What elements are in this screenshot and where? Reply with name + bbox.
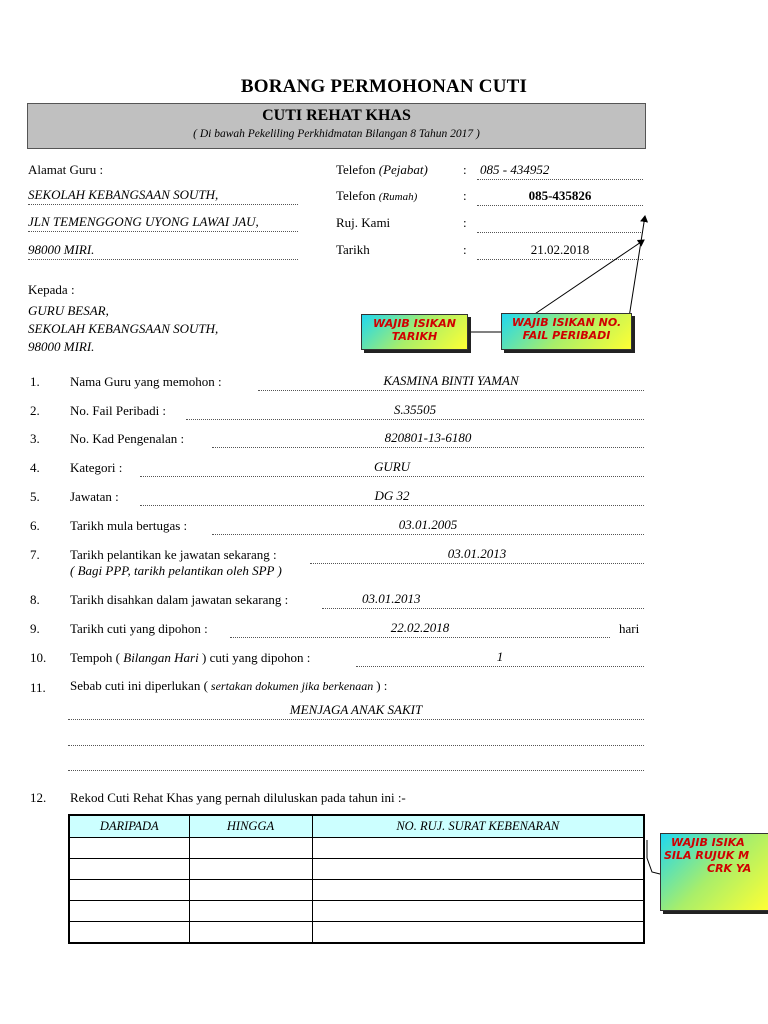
- tel-office-label: Telefon (Pejabat): [336, 162, 428, 177]
- item-label: Nama Guru yang memohon :: [70, 374, 222, 389]
- item-label: No. Kad Pengenalan :: [70, 431, 185, 446]
- table-cell[interactable]: [312, 838, 644, 859]
- table-cell[interactable]: [189, 880, 312, 901]
- table-cell[interactable]: [312, 901, 644, 922]
- column-header: DARIPADA: [69, 815, 189, 838]
- file-number-field[interactable]: S.35505: [186, 402, 644, 420]
- confirmation-date-field[interactable]: 03.01.2013: [322, 591, 644, 609]
- kepada-line-2: SEKOLAH KEBANGSAAN SOUTH,: [28, 321, 219, 336]
- table-cell[interactable]: [312, 880, 644, 901]
- item-label: Rekod Cuti Rehat Khas yang pernah diluluskan pada tahun ini :-: [70, 790, 406, 805]
- form-title: BORANG PERMOHONAN CUTI: [240, 76, 528, 97]
- date-required-note: WAJIB ISIKAN TARIKH: [361, 314, 468, 350]
- table-cell[interactable]: [69, 838, 189, 859]
- table-cell[interactable]: [189, 901, 312, 922]
- address-label: Alamat Guru :: [28, 162, 104, 177]
- duration-field[interactable]: 1: [356, 649, 644, 667]
- arrow-to-date: [520, 240, 644, 324]
- arrow-to-ref: [628, 216, 645, 324]
- item-number: 8.: [30, 592, 40, 607]
- colon: :: [463, 162, 467, 177]
- table-cell[interactable]: [189, 859, 312, 880]
- address-line-2: JLN TEMENGGONG UYONG LAWAI JAU,: [28, 214, 298, 232]
- item-label: Tarikh mula bertugas :: [70, 518, 188, 533]
- item-number: 2.: [30, 403, 40, 418]
- item-label: Tarikh pelantikan ke jawatan sekarang :: [70, 547, 277, 562]
- item-number: 5.: [30, 489, 40, 504]
- tel-office-value[interactable]: 085 - 434952: [477, 162, 643, 180]
- table-row: [69, 922, 644, 944]
- reason-field-line-2[interactable]: [68, 728, 644, 746]
- item-number: 7.: [30, 547, 40, 562]
- item-label: Sebab cuti ini diperlukan ( sertakan dokumen jika berkenaan ) :: [70, 678, 388, 693]
- item-label: No. Fail Peribadi :: [70, 403, 167, 418]
- table-cell[interactable]: [69, 859, 189, 880]
- table-cell[interactable]: [69, 880, 189, 901]
- table-row: [69, 880, 644, 901]
- tel-office-sub: (Pejabat): [378, 162, 428, 177]
- tel-home-value[interactable]: 085-435826: [477, 188, 643, 206]
- table-row: [69, 859, 644, 880]
- table-cell[interactable]: [189, 838, 312, 859]
- item-number: 10.: [30, 650, 47, 665]
- address-line-1: SEKOLAH KEBANGSAAN SOUTH,: [28, 187, 298, 205]
- item-number: 12.: [30, 790, 47, 805]
- item-label: Tempoh ( Bilangan Hari ) cuti yang dipohon :: [70, 650, 311, 665]
- item-number: 1.: [30, 374, 40, 389]
- table-cell[interactable]: [189, 922, 312, 944]
- reason-field[interactable]: MENJAGA ANAK SAKIT: [68, 702, 644, 720]
- table-cell[interactable]: [312, 859, 644, 880]
- days-suffix: hari: [619, 621, 640, 636]
- leave-date-field[interactable]: 22.02.2018: [230, 620, 610, 638]
- date-value[interactable]: 21.02.2018: [477, 242, 643, 260]
- ref-label: Ruj. Kami: [336, 215, 391, 230]
- item-number: 3.: [30, 431, 40, 446]
- file-required-note: WAJIB ISIKAN NO. FAIL PERIBADI: [501, 313, 632, 350]
- reason-field-line-3[interactable]: [68, 753, 644, 771]
- item-label: Tarikh cuti yang dipohon :: [70, 621, 208, 636]
- column-header: NO. RUJ. SURAT KEBENARAN: [312, 815, 644, 838]
- item-number: 6.: [30, 518, 40, 533]
- table-row: [69, 838, 644, 859]
- date-label: Tarikh: [336, 242, 370, 257]
- table-cell[interactable]: [69, 922, 189, 944]
- item-number: 11.: [30, 680, 46, 695]
- item-number: 4.: [30, 460, 40, 475]
- band-subtitle: ( Di bawah Pekeliling Perkhidmatan Bilangan 8 Tahun 2017 ): [193, 128, 480, 140]
- record-required-note: WAJIB ISIKA SILA RUJUK M CRK YA: [660, 833, 768, 911]
- table-row: [69, 901, 644, 922]
- table-cell[interactable]: [312, 922, 644, 944]
- arrow-to-table: [647, 840, 660, 874]
- address-line-3: 98000 MIRI.: [28, 242, 298, 260]
- item-number: 9.: [30, 621, 40, 636]
- tel-home-sub: (Rumah): [378, 191, 418, 203]
- tel-home-label: Telefon (Rumah): [336, 188, 418, 203]
- item-label: Jawatan :: [70, 489, 119, 504]
- teacher-name-field[interactable]: KASMINA BINTI YAMAN: [258, 373, 644, 391]
- kepada-line-1: GURU BESAR,: [28, 303, 109, 318]
- colon: :: [463, 242, 467, 257]
- colon: :: [463, 188, 467, 203]
- item-note: ( Bagi PPP, tarikh pelantikan oleh SPP ): [70, 563, 282, 578]
- table-cell[interactable]: [69, 901, 189, 922]
- item-label: Tarikh disahkan dalam jawatan sekarang :: [70, 592, 289, 607]
- category-field[interactable]: GURU: [140, 459, 644, 477]
- item-label: Kategori :: [70, 460, 123, 475]
- appointment-date-field[interactable]: 03.01.2013: [310, 546, 644, 564]
- ic-number-field[interactable]: 820801-13-6180: [212, 430, 644, 448]
- start-date-field[interactable]: 03.01.2005: [212, 517, 644, 535]
- band-title: CUTI REHAT KHAS: [262, 107, 411, 124]
- column-header: HINGGA: [189, 815, 312, 838]
- kepada-label: Kepada :: [28, 282, 75, 297]
- position-field[interactable]: DG 32: [140, 488, 644, 506]
- colon: :: [463, 215, 467, 230]
- table-header-row: [69, 815, 644, 838]
- kepada-line-3: 98000 MIRI.: [28, 339, 95, 354]
- leave-record-table: [68, 814, 645, 944]
